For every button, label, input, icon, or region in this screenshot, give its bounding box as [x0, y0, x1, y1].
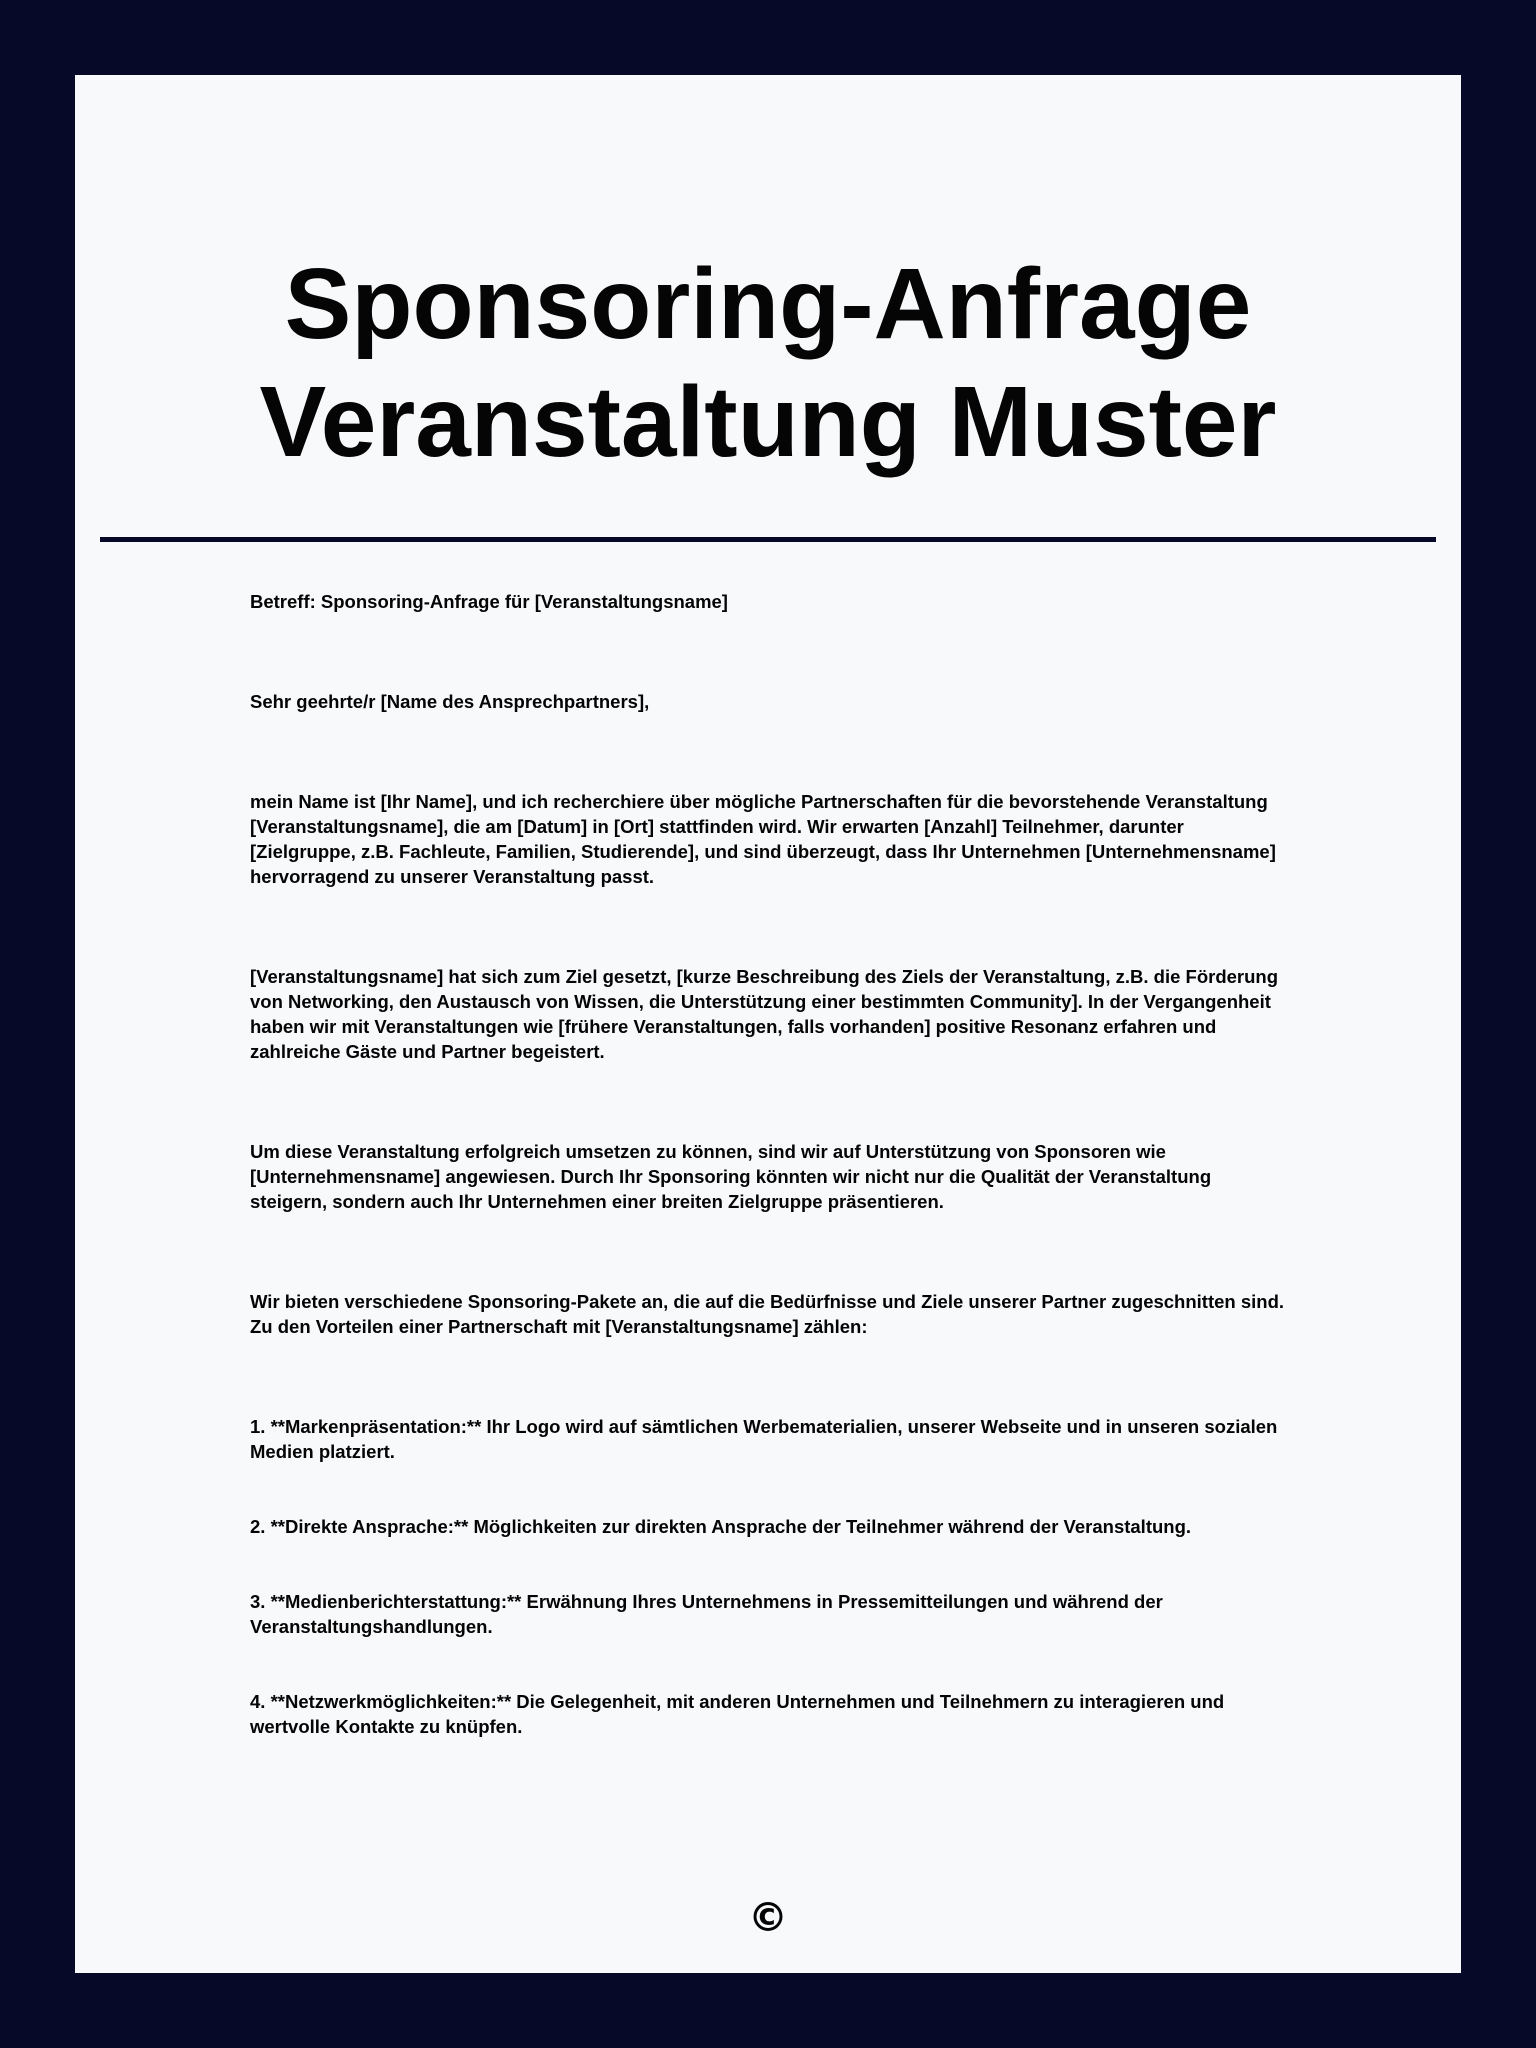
subject-line: Betreff: Sponsoring-Anfrage für [Veranstaltungsname] [250, 591, 728, 612]
salutation: Sehr geehrte/r [Name des Ansprechpartners], [250, 691, 650, 712]
title-line-1: Sponsoring-Anfrage [284, 248, 1252, 360]
document-title [75, 245, 1461, 481]
copyright-icon: © [748, 1895, 788, 1941]
document-page [75, 75, 1461, 1973]
paragraph-packages: Wir bieten verschiedene Sponsoring-Pakete an, die auf die Bedürfnisse und Ziele unserer Partner zugeschnitten sind. Zu den Vorteilen einer Partnerschaft mit [Veranstaltungsname] zählen: [250, 1291, 1285, 1337]
title-line-2: Veranstaltung Muster [259, 366, 1277, 478]
benefit-item: 3. **Medienberichterstattung:** Erwähnung Ihres Unternehmens in Pressemitteilungen und während der Veranstaltungshandlungen. [250, 1591, 1163, 1637]
benefit-item: 4. **Netzwerkmöglichkeiten:** Die Gelegenheit, mit anderen Unternehmen und Teilnehmern zu interagieren und wertvolle Kontakte zu knüpfen. [250, 1691, 1225, 1737]
benefit-item: 1. **Markenpräsentation:** Ihr Logo wird auf sämtlichen Werbematerialien, unserer Webseite und in unseren sozialen Medien platziert. [250, 1416, 1278, 1462]
benefit-item: 2. **Direkte Ansprache:** Möglichkeiten zur direkten Ansprache der Teilnehmer während der Veranstaltung. [250, 1516, 1192, 1537]
paragraph-goal: [Veranstaltungsname] hat sich zum Ziel gesetzt, [kurze Beschreibung des Ziels der Veranstaltung, z.B. die Förderung von Networking, den Austausch von Wissen, die Unterstützung einer bestimmten Community]. In der Vergangenheit haben wir mit Veranstaltungen wie [frühere Veranstaltungen, falls vorhanden] positive Resonanz erfahren und zahlreiche Gäste und Partner begeistert. [250, 966, 1279, 1062]
paragraph-intro: mein Name ist [Ihr Name], und ich recherchiere über mögliche Partnerschaften für die bevorstehende Veranstaltung [Veranstaltungsname], die am [Datum] in [Ort] stattfinden wird. Wir erwarten [Anzahl] Teilnehmer, darunter [Zielgruppe, z.B. Fachleute, Familien, Studierende], und sind überzeugt, dass Ihr Unternehmen [Unternehmensname] hervorragend zu unserer Veranstaltung passt. [250, 791, 1276, 887]
title-divider [100, 537, 1436, 542]
paragraph-support: Um diese Veranstaltung erfolgreich umsetzen zu können, sind wir auf Unterstützung von Sponsoren wie [Unternehmensname] angewiesen. Durch Ihr Sponsoring könnten wir nicht nur die Qualität der Veranstaltung steigern, sondern auch Ihr Unternehmen einer breiten Zielgruppe präsentieren. [250, 1141, 1212, 1212]
